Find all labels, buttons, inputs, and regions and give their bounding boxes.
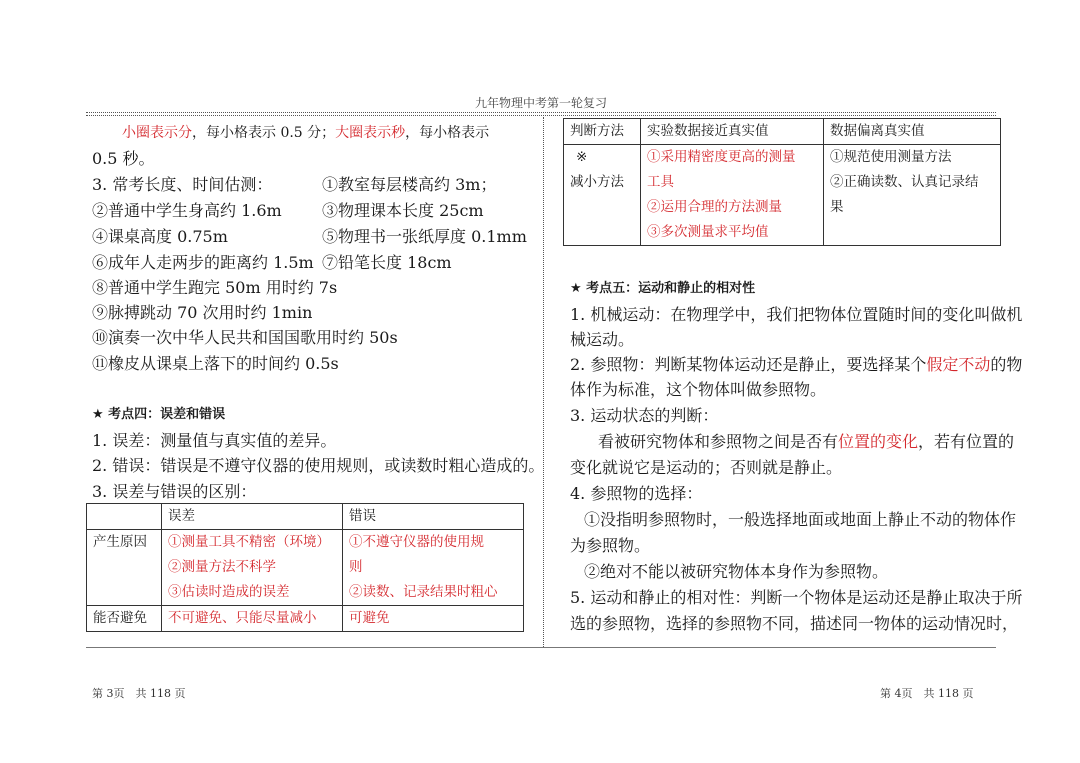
estimate-row-4-a: ⑥成年人走两步的距离约 1.5m: [92, 253, 314, 272]
section5-p1-cont: 械运动。: [570, 330, 635, 349]
table-header-near: 实验数据接近真实值: [641, 119, 824, 145]
page-bottom-border: [86, 647, 996, 648]
section5-p3a: 看被研究物体和参照物之间是否有位置的变化，若有位置的: [598, 432, 1015, 451]
table-cell-far: ①规范使用测量方法 ②正确读数、认真记录结 果: [824, 145, 1001, 246]
section5-p4a: ①没指明参照物时，一般选择地面或地面上静止不动的物体作: [584, 510, 1017, 529]
section5-p3a-cont: 变化就说它是运动的；否则就是静止。: [570, 458, 843, 477]
estimate-item: ⑧普通中学生跑完 50m 用时约 7s: [92, 278, 338, 297]
section4-item: 2. 错误：错误是不遵守仪器的使用规则，或读数时粗心造成的。: [92, 456, 545, 475]
section5-p5: 5. 运动和静止的相对性：判断一个物体是运动还是静止取决于所: [570, 588, 1023, 607]
estimate-item: ⑪橡皮从课桌上落下的时间约 0.5s: [92, 354, 339, 373]
dial-description: 小圈表示分，每小格表示 0.5 分；大圈表示秒，每小格表示: [122, 125, 490, 141]
estimate-item: ⑨脉搏跳动 70 次用时约 1min: [92, 303, 313, 322]
table-cell-cause-error: ①测量工具不精密（环境） ②测量方法不科学 ③估读时造成的误差: [162, 530, 343, 606]
footer-right-page-number: 第 4页 共 118 页: [880, 687, 974, 700]
table-cell-avoid-error: 不可避免、只能尽量减小: [162, 606, 343, 632]
section5-p3: 3. 运动状态的判断：: [570, 406, 719, 425]
section5-p4c: ②绝对不能以被研究物体本身作为参照物。: [584, 562, 889, 581]
section5-p1: 1. 机械运动：在物理学中，我们把物体位置随时间的变化叫做机: [570, 305, 1023, 324]
section5-p4: 4. 参照物的选择：: [570, 484, 703, 503]
table-cell-avoid-mistake: 可避免: [343, 606, 524, 632]
estimate-row-3-a: ④课桌高度 0.75m: [92, 227, 228, 246]
footer-left-page-number: 第 3页 共 118 页: [92, 687, 186, 700]
section4-item: 1. 误差：测量值与真实值的差异。: [92, 431, 337, 450]
table-header-mistake: 错误: [343, 504, 524, 530]
estimate-item: ⑩演奏一次中华人民共和国国歌用时约 50s: [92, 328, 398, 347]
table-header-error: 误差: [162, 504, 343, 530]
table-header-far: 数据偏离真实值: [824, 119, 1001, 145]
section5-p5-cont: 选的参照物，选择的参照物不同，描述同一物体的运动情况时，: [570, 614, 1019, 633]
table-row-avoid-label: 能否避免: [87, 606, 162, 632]
table-row-cause-label: 产生原因: [87, 530, 162, 606]
table-header-method: 判断方法: [564, 119, 641, 145]
header-divider: [86, 112, 996, 113]
section4-heading: ★ 考点四：误差和错误: [92, 407, 226, 422]
table-cell-near: ①采用精密度更高的测量 工具 ②运用合理的方法测量 ③多次测量求平均值: [641, 145, 824, 246]
estimate-row-2-b: ③物理课本长度 25cm: [322, 201, 484, 220]
section5-p4a-cont: 为参照物。: [570, 536, 651, 555]
section4-item: 3. 误差与错误的区别：: [92, 482, 257, 501]
estimate-row-2-a: ②普通中学生身高约 1.6m: [92, 201, 282, 220]
table-cell-cause-mistake: ①不遵守仪器的使用规 则 ②读数、记录结果时粗心: [343, 530, 524, 606]
table-corner: [87, 504, 162, 530]
estimate-row-4-b: ⑦铅笔长度 18cm: [322, 253, 452, 272]
section5-p2: 2. 参照物：判断某物体运动还是静止，要选择某个假定不动的物: [570, 355, 1023, 374]
measurement-method-table: [563, 118, 1001, 246]
section5-p2-cont: 体作为标准，这个物体叫做参照物。: [570, 380, 827, 399]
section5-heading: ★ 考点五：运动和静止的相对性: [570, 281, 756, 296]
dial-description-cont: 0.5 秒。: [92, 149, 155, 168]
error-vs-mistake-table: [86, 503, 524, 632]
page-header-title: 九年物理中考第一轮复习: [474, 96, 607, 110]
table-row-reduce-label: ※ 减小方法: [564, 145, 641, 246]
estimate-row-1-a: 3. 常考长度、时间估测：: [92, 175, 273, 194]
estimate-row-3-b: ⑤物理书一张纸厚度 0.1mm: [322, 227, 527, 246]
column-divider: [543, 117, 544, 647]
estimate-row-1-b: ①教室每层楼高约 3m；: [322, 175, 497, 194]
header-divider-2: [86, 115, 996, 116]
